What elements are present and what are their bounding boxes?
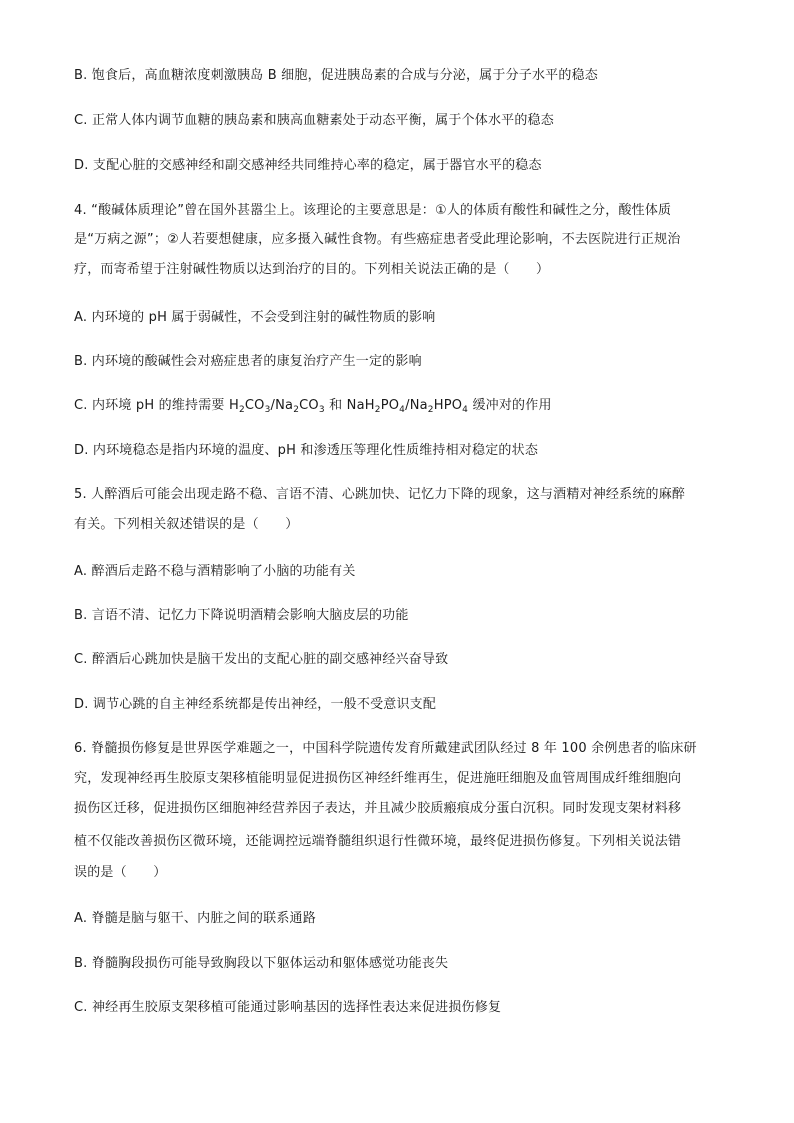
q5-stem-line-2: 有关。下列相关叙述错误的是（ ） <box>74 517 299 532</box>
q3-option-b: B. 饱食后，高血糖浓度刺激胰岛 B 细胞，促进胰岛素的合成与分泌，属于分子水平的稳态 <box>74 68 598 83</box>
q4-stem-line-3: 疗，而寄希望于注射碱性物质以达到治疗的目的。下列相关说法正确的是（ ） <box>74 262 550 277</box>
q6-option-a: A. 脊髓是脑与躯干、内脏之间的联系通路 <box>74 911 316 926</box>
q5-option-c: C. 醉酒后心跳加快是脑干发出的支配心脏的副交感神经兴奋导致 <box>74 652 449 667</box>
q4-stem-line-2: 是“万病之源”；②人若要想健康，应多摄入碱性食物。有些癌症患者受此理论影响，不去医院进行正规治 <box>74 232 681 247</box>
q6-stem-line-4: 植不仅能改善损伤区微环境，还能调控远端脊髓组织退行性微环境，最终促进损伤修复。下列相关说法错 <box>74 834 682 849</box>
q6-stem-line-1: 6. 脊髓损伤修复是世界医学难题之一，中国科学院遗传发育所戴建武团队经过 8 年 100 余例患者的临床研 <box>74 741 697 756</box>
q5-option-a: A. 醉酒后走路不稳与酒精影响了小脑的功能有关 <box>74 564 356 579</box>
q6-stem-line-2: 究，发现神经再生胶原支架移植能明显促进损伤区神经纤维再生，促进施旺细胞及血管周围成纤维细胞向 <box>74 771 682 786</box>
q3-option-d: D. 支配心脏的交感神经和副交感神经共同维持心率的稳定，属于器官水平的稳态 <box>74 158 542 173</box>
q5-option-b: B. 言语不清、记忆力下降说明酒精会影响大脑皮层的功能 <box>74 608 409 623</box>
q4-stem-line-1: 4. “酸碱体质理论”曾在国外甚嚣尘上。该理论的主要意思是：①人的体质有酸性和碱性之分，酸性体质 <box>74 203 672 218</box>
q5-option-d: D. 调节心跳的自主神经系统都是传出神经，一般不受意识支配 <box>74 697 437 712</box>
q4-option-b: B. 内环境的酸碱性会对癌症患者的康复治疗产生一定的影响 <box>74 354 422 369</box>
q4-option-d: D. 内环境稳态是指内环境的温度、pH 和渗透压等理化性质维持相对稳定的状态 <box>74 443 539 458</box>
q4-option-a: A. 内环境的 pH 属于弱碱性，不会受到注射的碱性物质的影响 <box>74 310 436 325</box>
q6-stem-line-3: 损伤区迁移，促进损伤区细胞神经营养因子表达，并且减少胶质瘢痕成分蛋白沉积。同时发现支架材料移 <box>74 801 682 816</box>
q6-option-b: B. 脊髓胸段损伤可能导致胸段以下躯体运动和躯体感觉功能丧失 <box>74 956 449 971</box>
q3-option-c: C. 正常人体内调节血糖的胰岛素和胰高血糖素处于动态平衡，属于个体水平的稳态 <box>74 113 554 128</box>
q5-stem-line-1: 5. 人醉酒后可能会出现走路不稳、言语不清、心跳加快、记忆力下降的现象，这与酒精对神经系统的麻醉 <box>74 487 686 502</box>
q6-stem-line-5: 误的是（ ） <box>74 865 167 880</box>
q6-option-c: C. 神经再生胶原支架移植可能通过影响基因的选择性表达来促进损伤修复 <box>74 1000 502 1015</box>
q4-option-c: C. 内环境 pH 的维持需要 $H_2CO_3/Na_2CO_3$ 和 $NaH_2PO_4/Na_2HPO_4$ 缓冲对的作用 <box>74 398 552 415</box>
